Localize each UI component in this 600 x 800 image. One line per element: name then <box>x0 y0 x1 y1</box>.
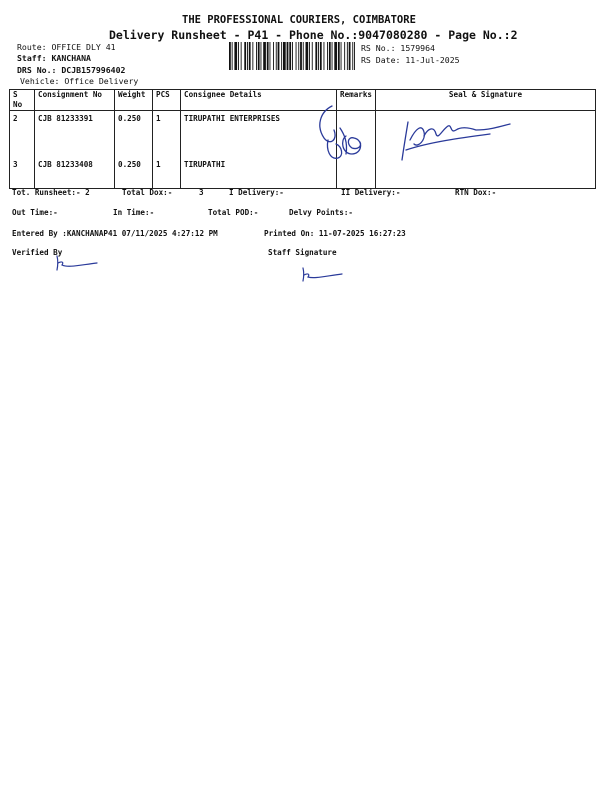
i-delivery-label: I Delivery:- <box>229 188 284 197</box>
cell-sno: 2 <box>10 111 35 158</box>
entered-by: Entered By :KANCHANAP41 07/11/2025 4:27:12 PM <box>12 229 218 238</box>
delvy-points-label: Delvy Points:- <box>289 208 354 217</box>
drs-number: DRS No.: DCJB157996402 <box>17 65 126 75</box>
col-seal: Seal & Signature <box>376 90 596 111</box>
ii-delivery-label: II Delivery:- <box>341 188 401 197</box>
route-label: Route: OFFICE DLY 41 <box>17 42 116 52</box>
cell-weight: 0.250 <box>115 157 153 189</box>
staff-label: Staff: KANCHANA <box>17 53 91 63</box>
rs-number: RS No.: 1579964 <box>361 43 435 53</box>
col-sno: S No <box>10 90 35 111</box>
col-pcs: PCS <box>153 90 181 111</box>
col-consignee: Consignee Details <box>181 90 337 111</box>
col-weight: Weight <box>115 90 153 111</box>
printed-on: Printed On: 11-07-2025 16:27:23 <box>264 229 406 238</box>
cell-consignee: TIRUPATHI ENTERPRISES <box>181 111 337 158</box>
out-time-label: Out Time:- <box>12 208 58 217</box>
cell-pcs: 1 <box>153 111 181 158</box>
cell-consignment: CJB 81233408 <box>35 157 115 189</box>
staff-signature-label: Staff Signature <box>268 248 337 257</box>
receiver-signature <box>310 100 540 170</box>
company-title: THE PROFESSIONAL COURIERS, COIMBATORE <box>182 14 416 26</box>
col-remarks: Remarks <box>337 90 376 111</box>
total-dox-value: 3 <box>199 188 204 197</box>
cell-weight: 0.250 <box>115 111 153 158</box>
barcode-image <box>229 42 355 70</box>
total-runsheet: Tot. Runsheet:- 2 <box>12 188 90 197</box>
col-consignment: Consignment No <box>35 90 115 111</box>
rtn-dox-label: RTN Dox:- <box>455 188 497 197</box>
verifier-signature <box>52 253 102 273</box>
staff-signature <box>298 264 348 284</box>
total-pod-label: Total POD:- <box>208 208 259 217</box>
cell-consignee: TIRUPATHI <box>181 157 337 189</box>
verified-by-label: Verified By <box>12 248 63 257</box>
cell-sno: 3 <box>10 157 35 189</box>
cell-consignment: CJB 81233391 <box>35 111 115 158</box>
in-time-label: In Time:- <box>113 208 155 217</box>
rs-date: RS Date: 11-Jul-2025 <box>361 55 460 65</box>
total-dox-label: Total Dox:- <box>122 188 173 197</box>
cell-pcs: 1 <box>153 157 181 189</box>
runsheet-subtitle: Delivery Runsheet - P41 - Phone No.:9047080280 - Page No.:2 <box>109 28 518 42</box>
vehicle-label: Vehicle: Office Delivery <box>20 76 139 86</box>
